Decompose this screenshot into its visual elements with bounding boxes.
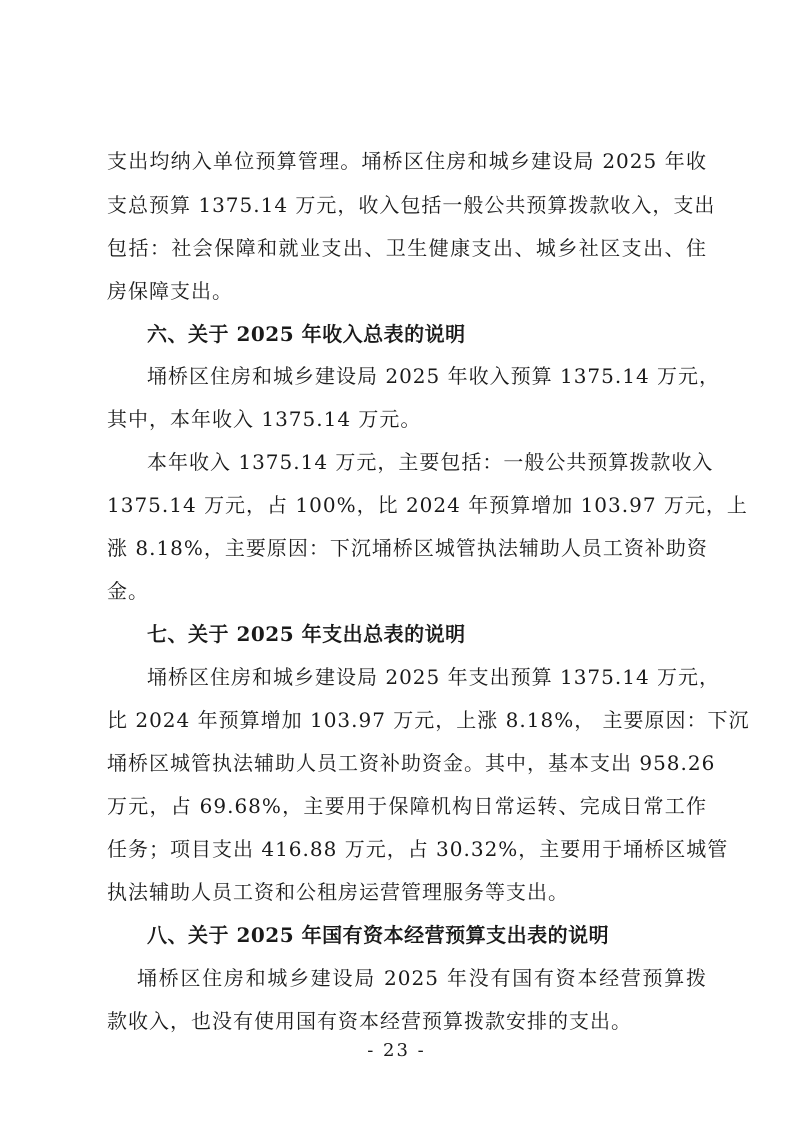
body-text-line: 埇桥区住房和城乡建设局 2025 年没有国有资本经营预算拨 (137, 966, 707, 990)
body-text-line: 金。 (107, 579, 149, 603)
body-text-line: 万元，占 69.68%，主要用于保障机构日常运转、完成日常工作 (107, 794, 707, 818)
body-text-line: 埇桥区城管执法辅助人员工资补助资金。其中，基本支出 958.26 (107, 751, 716, 775)
body-text-line: 埇桥区住房和城乡建设局 2025 年收入预算 1375.14 万元， (147, 364, 721, 388)
body-text-line: 包括：社会保障和就业支出、卫生健康支出、城乡社区支出、住 (107, 236, 707, 260)
section-heading-six: 六、关于 2025 年收入总表的说明 (147, 322, 466, 346)
body-text-line: 1375.14 万元，占 100%，比 2024 年预算增加 103.97 万元，上 (107, 493, 748, 517)
body-text-line: 支总预算 1375.14 万元，收入包括一般公共预算拨款收入，支出 (107, 193, 716, 217)
section-heading-seven: 七、关于 2025 年支出总表的说明 (147, 622, 466, 646)
page-number: - 23 - (367, 1040, 426, 1061)
body-text-line: 涨 8.18%，主要原因：下沉埇桥区城管执法辅助人员工资补助资 (107, 536, 708, 560)
body-text-line: 其中，本年收入 1375.14 万元。 (107, 407, 422, 431)
body-text-line: 支出均纳入单位预算管理。埇桥区住房和城乡建设局 2025 年收 (107, 149, 707, 173)
body-text-line: 任务；项目支出 416.88 万元，占 30.32%，主要用于埇桥区城管 (107, 837, 729, 861)
body-text-line: 款收入，也没有使用国有资本经营预算拨款安排的支出。 (107, 1009, 632, 1033)
body-text-line: 房保障支出。 (107, 279, 233, 303)
body-text-line: 埇桥区住房和城乡建设局 2025 年支出预算 1375.14 万元， (147, 665, 721, 689)
body-text-line: 执法辅助人员工资和公租房运营管理服务等支出。 (107, 880, 569, 904)
body-text-line: 比 2024 年预算增加 103.97 万元，上涨 8.18%， 主要原因：下沉 (107, 708, 750, 732)
body-text-line: 本年收入 1375.14 万元，主要包括：一般公共预算拨款收入 (147, 450, 714, 474)
section-heading-eight: 八、关于 2025 年国有资本经营预算支出表的说明 (147, 923, 610, 947)
